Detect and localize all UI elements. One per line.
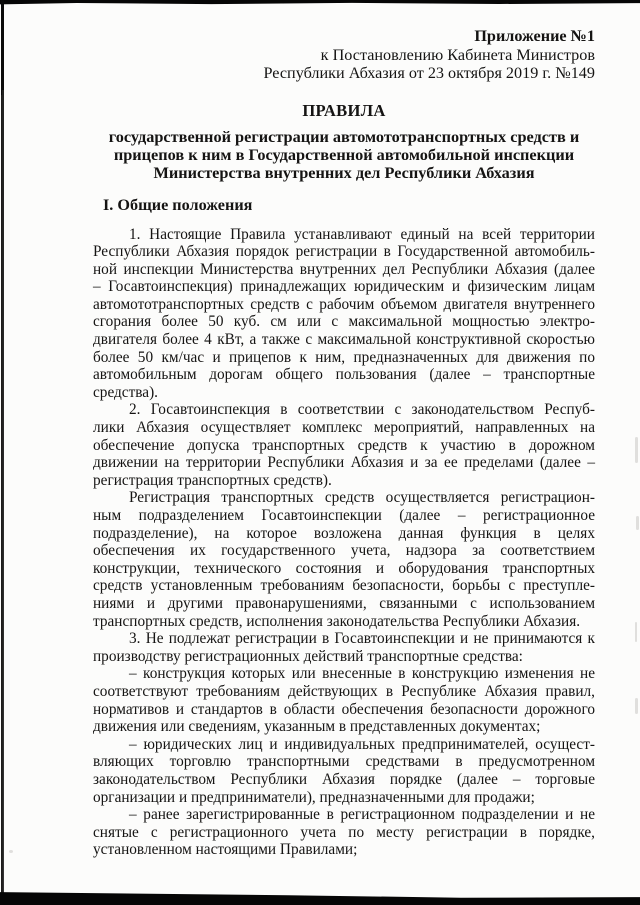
scan-artifact-top-bar [0,0,640,5]
document-subtitle [93,128,595,182]
paragraph-line: движении на территории Республики Абхазия и за ее пределами (далее – [93,454,595,472]
subtitle-line: Министерства внутренних дел Республики Абхазия [153,162,535,182]
paragraph-line: подразделение), на которое возложена данная функция в целях [93,524,595,542]
document-content [93,27,595,859]
paragraph-line: средств установленным требованиям безопасности, борьбы с преступле- [93,577,595,595]
paragraph-line: более 50 км/час и прицепов к ним, предназначенных для движения по [93,348,595,366]
paragraph-line: – конструкция которых или внесенные в конструкцию изменения не [129,665,595,683]
scan-smudge [635,698,638,714]
paragraph-line: организации и предприниматели), предназначенными для продажи; [93,788,535,806]
paragraph-line: средства). [93,383,159,401]
paragraph-line: законодательством Республики Абхазия порядке (далее – торговые [93,770,595,788]
paragraph-line: 2. Госавтоинспекция в соответствии с законодательством Респуб- [129,401,595,419]
document-title: ПРАВИЛА [302,100,386,120]
paragraph-line: соответствуют требованиям действующих в Республике Абхазия правил, [93,682,595,700]
paragraph-line: – юридических лиц и индивидуальных предпринимателей, осущест- [129,735,595,753]
paragraph-line: установленном настоящими Правилами; [93,841,358,859]
paragraph-line: 1. Настоящие Правила устанавливают единый на всей территории [129,225,595,243]
appendix-number: Приложение №1 [474,27,595,45]
scan-smudge [9,850,13,853]
resolution-reference-line: к Постановлению Кабинета Министров [320,45,595,64]
paragraph-line: обеспечение допуска транспортных средств к участию в дорожном [93,436,595,454]
paragraph-line: двигателя более 4 кВт, а также с максимальной конструктивной скоростью [93,331,595,349]
paragraph-line: движения или сведениям, указанным в представленных документах; [93,718,541,736]
subtitle-line: прицепов к ним в Государственной автомобильной инспекции [113,144,575,164]
paragraph-line: транспортных средств, исполнения законодательства Республики Абхазия. [93,612,581,630]
paragraph-line: сгорания более 50 куб. см или с максимальной мощностью электро- [93,313,595,331]
paragraph-line: конструкции, технического состояния и оборудования транспортных [93,559,595,577]
paragraph-line: снятые с регистрационного учета по месту регистрации в порядке, [93,823,595,841]
paragraph-line: регистрация транспортных средств). [93,471,332,489]
paragraph-line: автомототранспортных средств с рабочим объемом двигателя внутреннего [93,295,595,313]
paragraph-line: автомобильным дорогам общего пользования (далее – транспортные [93,366,595,384]
paragraph-line: ниями и другими правонарушениями, связанными с использованием [93,594,595,612]
paragraph-line: Республики Абхазия порядок регистрации в Государственной автомобиль- [93,243,595,261]
paragraph-line: вляющих торговлю транспортными средствами в предусмотренном [93,753,595,771]
scan-smudge [635,437,638,463]
scan-smudge [635,622,637,642]
paragraph-line: лики Абхазия осуществляет комплекс мероприятий, направленных на [93,419,595,437]
paragraph-line: нормативов и стандартов в области обеспечения безопасности дорожного [93,700,595,718]
paragraph-line: Регистрация транспортных средств осуществляется регистрацион- [129,489,595,507]
section-heading: I. Общие положения [103,195,253,214]
scan-smudge [636,516,639,530]
paragraph-line: – Госавтоинспекция) принадлежащих юридическим и физическим лицам [93,278,595,296]
appendix-block [93,27,595,83]
paragraph-line: обеспечения их государственного учета, надзора за соответствием [93,542,595,560]
paragraph-line: – ранее зарегистрированные в регистрационном подразделении и не [129,806,595,824]
paragraph-line: ным подразделением Госавтоинспекции (далее – регистрационное [93,507,595,524]
paragraph-line: ной инспекции Министерства внутренних дел Республики Абхазия (далее [93,260,595,278]
scan-artifact-left-hairline [2,90,4,905]
resolution-reference-line: Республики Абхазия от 23 октября 2019 г. №149 [263,64,595,82]
paragraph-line: производству регистрационных действий транспортные средства: [93,647,523,665]
scan-artifact-bottom-bar [0,891,640,905]
paragraph-line: 3. Не подлежат регистрации в Госавтоинспекции и не принимаются к [129,630,595,648]
subtitle-line: государственной регистрации автомототранспортных средств и [108,126,580,146]
document-body [93,226,595,859]
